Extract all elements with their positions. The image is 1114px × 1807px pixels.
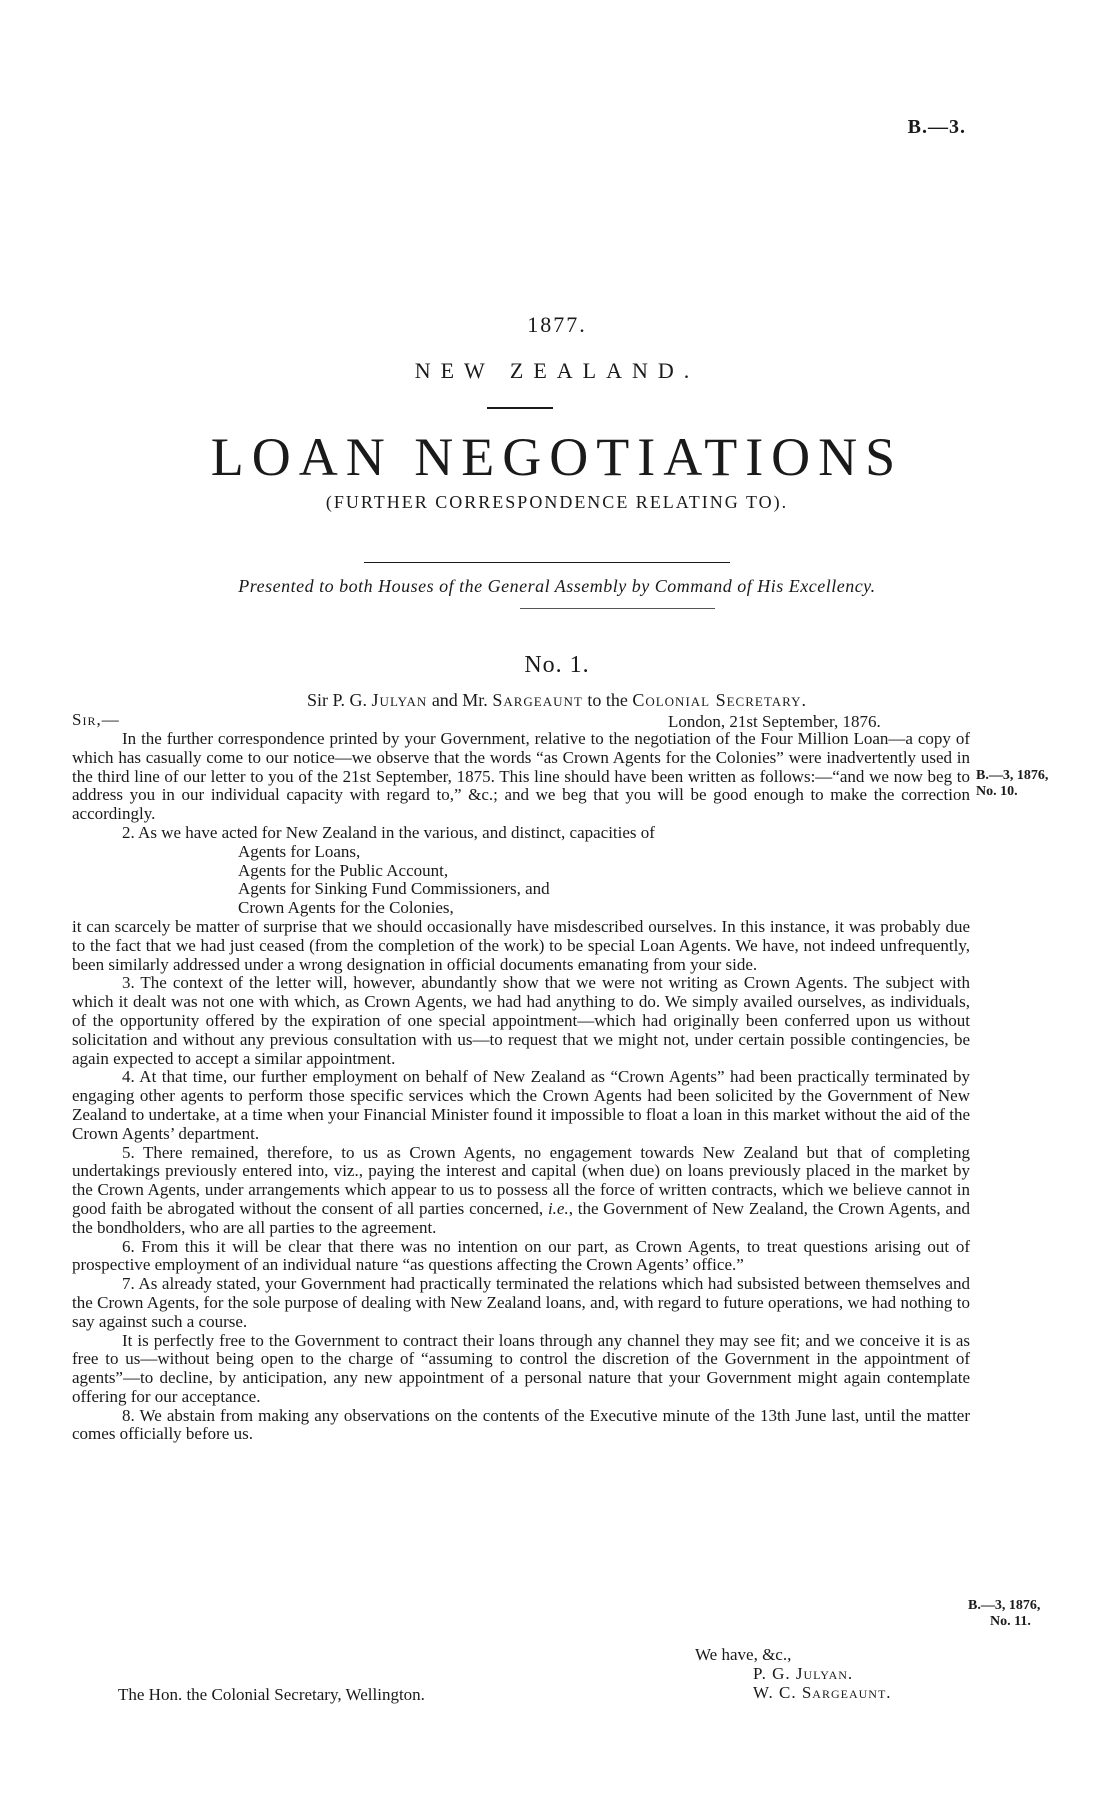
list-item: Agents for the Public Account, xyxy=(238,860,449,880)
margin-reference-line: B.—3, 1876, xyxy=(968,1598,1041,1613)
heading-text: to the xyxy=(582,690,633,710)
divider xyxy=(487,407,553,409)
margin-reference-1 xyxy=(976,768,1048,800)
paragraph-text: , the Government of New Zealand, the Crown Agents, and the bondholders, who are all parties to the agreement. xyxy=(72,1198,970,1237)
document-subtitle: (FURTHER CORRESPONDENCE RELATING TO). xyxy=(325,492,789,512)
heading-text: Sir P. G. xyxy=(307,690,372,710)
salutation: Sir,— xyxy=(72,710,120,729)
divider xyxy=(520,608,715,609)
margin-reference-line: No. 10. xyxy=(976,784,1018,799)
divider xyxy=(364,562,730,563)
paragraph-emphasis: i.e. xyxy=(547,1198,569,1218)
heading-recipient: Colonial Secretary. xyxy=(632,690,807,710)
signature-2: W. C. Sargeaunt. xyxy=(753,1683,892,1702)
dateline: London, 21st September, 1876. xyxy=(668,712,881,731)
list-item: Crown Agents for the Colonies, xyxy=(238,898,454,918)
heading-text: and Mr. xyxy=(427,690,493,710)
signoff-block xyxy=(695,1645,892,1702)
paragraph-2-continued: it can scarcely be matter of surprise that we should occasionally have misdescribed ourselves. In this instance, it was probably due to the fact that we had just ceased (from the completion of the work) to be special Loan Agents. We have, not indeed unfrequently, been similarly addressed under a wrong designation in official documents emanating from your side. xyxy=(72,916,970,974)
margin-reference-line: B.—3, 1876, xyxy=(976,768,1049,783)
closing: We have, &c., xyxy=(695,1645,792,1664)
list-item: Agents for Loans, xyxy=(238,841,361,861)
margin-reference-2 xyxy=(968,1598,1040,1630)
paragraph-4: 4. At that time, our further employment on behalf of New Zealand as “Crown Agents” had been practically terminated by engaging other agents to perform those specific services which the Crown Agents had been solicited by the Government of New Zealand to undertake, at a time when your Financial Minister found it impossible to float a loan in this market without the aid of the Crown Agents’ department. xyxy=(72,1067,970,1143)
presented-line: Presented to both Houses of the General Assembly by Command of His Excellency. xyxy=(238,576,876,596)
document-title: LOAN NEGOTIATIONS xyxy=(210,427,904,487)
letter-heading xyxy=(0,690,1114,711)
margin-reference-line: No. 11. xyxy=(990,1614,1031,1629)
agent-capacities-list xyxy=(72,843,970,918)
paragraph-5 xyxy=(72,1144,970,1238)
country-heading: NEW ZEALAND. xyxy=(414,358,700,383)
letter-number: No. 1. xyxy=(524,652,590,678)
letter-body xyxy=(72,730,970,1444)
heading-sender-1: Julyan xyxy=(371,690,428,710)
list-item: Agents for Sinking Fund Commissioners, and xyxy=(238,879,550,899)
paragraph-1: In the further correspondence printed by your Government, relative to the negotiation of the Four Million Loan—a copy of which has casually come to our notice—we observe that the words “as Crown Agents for the Colonies” were inadvertently used in the third line of our letter to you of the 21st September, 1875. This line should have been written as follows:—“and we now beg to address you in our individual capacity with regard to,” &c.; and we beg that you will be good enough to make the correction accordingly. xyxy=(72,729,970,824)
document-reference: B.—3. xyxy=(907,116,966,138)
addressee: The Hon. the Colonial Secretary, Wellington. xyxy=(118,1685,425,1704)
paragraph-7: 7. As already stated, your Government had practically terminated the relations which had subsisted between themselves and the Crown Agents, for the sole purpose of dealing with New Zealand loans, and, with regard to future operations, we had nothing to say against such a course. xyxy=(72,1274,970,1331)
document-year: 1877. xyxy=(527,312,587,337)
paragraph-7-continued: It is perfectly free to the Government to contract their loans through any channel they may see fit; and we conceive it is as free to us—without being open to the charge of “assuming to control the discretion of the Government in the appointment of agents”—to decline, by anticipation, any new appointment of a personal nature that your Government might again contemplate offering for our acceptance. xyxy=(72,1330,970,1406)
paragraph-text: 5. There remained, therefore, to us as Crown Agents, no engagement towards New Zealand but that of completing undertakings previously entered into, viz., paying the interest and capital (when due) on loans previously placed in the market by the Crown Agents, under arrangements which appear to us to possess all the force of written contracts, which we believe cannot in good faith be abrogated without the consent of all parties concerned, xyxy=(72,1142,970,1218)
heading-sender-2: Sargeaunt xyxy=(492,690,583,710)
paragraph-3: 3. The context of the letter will, however, abundantly show that we were not writing as Crown Agents. The subject with which it dealt was not one with which, as Crown Agents, we had had anything to do. We simply availed ourselves, as individuals, of the opportunity offered by the expiration of one special appointment—which had originally been conferred upon us without solicitation and without any previous consultation with us—to request that we might not, under certain possible contingencies, be again expected to accept a similar appointment. xyxy=(72,973,970,1068)
signature-1: P. G. Julyan. xyxy=(753,1664,854,1683)
paragraph-6: 6. From this it will be clear that there was no intention on our part, as Crown Agents, to treat questions arising out of prospective employment of an individual nature “as questions affecting the Crown Agents’ office.” xyxy=(72,1236,970,1275)
paragraph-2: 2. As we have acted for New Zealand in the various, and distinct, capacities of xyxy=(122,822,655,842)
paragraph-8: 8. We abstain from making any observations on the contents of the Executive minute of the 13th June last, until the matter comes officially before us. xyxy=(72,1405,970,1444)
